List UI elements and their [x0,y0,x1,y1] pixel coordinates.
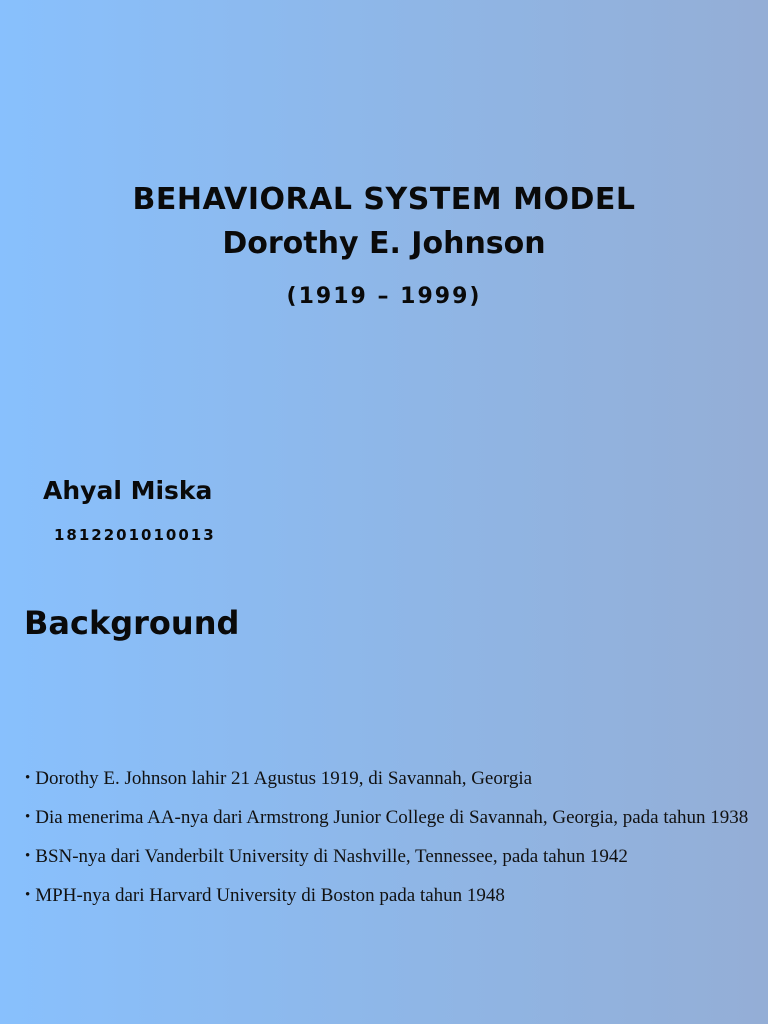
title-block [0,178,768,312]
list-item [25,837,755,876]
bullet-icon: • [25,809,31,825]
list-item [25,759,755,798]
list-item [25,876,755,915]
background-list [25,759,755,915]
bullet-icon: • [25,848,31,864]
list-item-text: BSN-nya dari Vanderbilt University di Nashville, Tennessee, pada tahun 1942 [35,846,628,867]
author-name: Ahyal Miska [43,476,213,505]
author-id: 1812201010013 [54,526,216,544]
section-heading: Background [24,604,240,642]
list-item-text: Dorothy E. Johnson lahir 21 Agustus 1919, di Savannah, Georgia [35,768,533,789]
bullet-icon: • [25,887,31,903]
list-item-text: MPH-nya dari Harvard University di Boston pada tahun 1948 [35,885,505,906]
slide-title: BEHAVIORAL SYSTEM MODEL [132,182,636,217]
bullet-icon: • [25,770,31,786]
slide-subtitle: Dorothy E. Johnson [222,226,546,261]
list-item-text: Dia menerima AA-nya dari Armstrong Junior College di Savannah, Georgia, pada tahun 1938 [35,807,749,828]
list-item [25,798,755,837]
lifespan-years: (1919 – 1999) [286,284,482,309]
